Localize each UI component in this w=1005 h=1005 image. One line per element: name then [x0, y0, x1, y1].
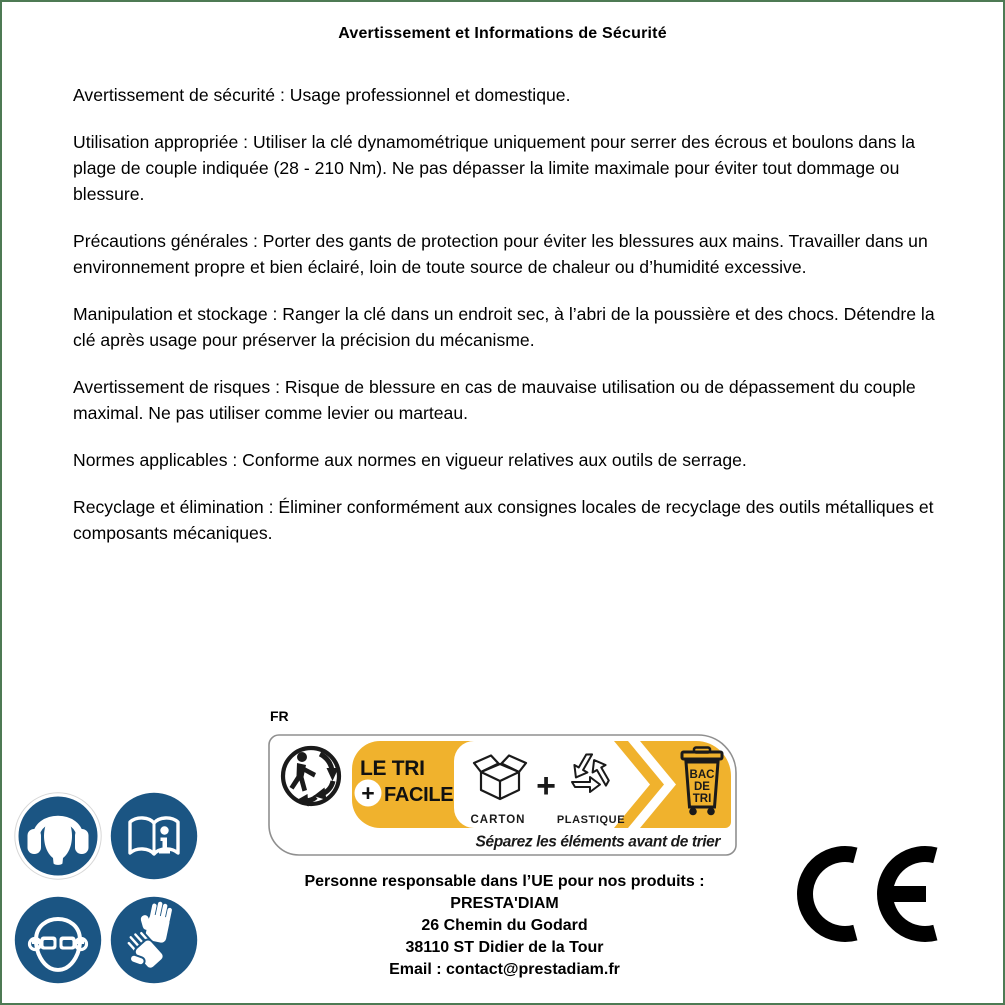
tri-headline-2: FACILE [384, 784, 454, 806]
bin-text-2: DE [694, 781, 710, 793]
contact-email-line: Email : contact@prestadiam.fr [389, 961, 620, 978]
address-line-1: 26 Chemin du Godard [421, 917, 588, 934]
address-line-2: 38110 ST Didier de la Tour [405, 939, 604, 956]
tri-headline-1: LE TRI [360, 757, 425, 780]
fr-country-label: FR [270, 708, 289, 724]
responsible-person-block [252, 871, 757, 981]
plus-sign: + [361, 780, 375, 806]
wear-eye-protection-icon [14, 896, 102, 984]
paragraph-safety-warning: Avertissement de sécurité : Usage professionnel et domestique. [73, 85, 571, 105]
read-manual-icon [110, 792, 198, 880]
paragraph-risk-warning: Avertissement de risques : Risque de blessure en cas de mauvaise utilisation ou de dépassement du couple maximal. Ne pas utiliser comme levier ou marteau. [73, 377, 916, 423]
mandatory-pictograms [14, 792, 198, 984]
wear-gloves-icon [110, 896, 198, 984]
responsible-line: Personne responsable dans l’UE pour nos produits : [304, 873, 705, 890]
safety-paragraphs [73, 82, 942, 567]
ce-marking-icon [797, 844, 947, 944]
paragraph-general-precautions: Précautions générales : Porter des gants de protection pour éviter les blessures aux mains. Travailler dans un environnement propre et bien éclairé, loin de toute source de chaleur ou d’humidité excessive. [73, 231, 928, 277]
paragraph-handling-storage: Manipulation et stockage : Ranger la clé dans un endroit sec, à l’abri de la poussière et des chocs. Détendre la clé après usage pour préserver la précision du mécanisme. [73, 304, 935, 350]
company-name: PRESTA'DIAM [450, 895, 559, 912]
wear-ear-protection-icon [14, 792, 102, 880]
page-title: Avertissement et Informations de Sécurité [338, 25, 667, 42]
bin-text-1: BAC [689, 769, 715, 781]
paragraph-standards: Normes applicables : Conforme aux normes en vigueur relatives aux outils de serrage. [73, 450, 747, 470]
materials-plus-sign: + [536, 767, 556, 805]
bin-text-3: TRI [692, 793, 712, 805]
paragraph-proper-use: Utilisation appropriée : Utiliser la clé dynamométrique uniquement pour serrer des écrous et boulons dans la plage de couple indiquée (28 - 210 Nm). Ne pas dépasser la limite maximale pour éviter tout dommage ou blessure. [73, 132, 916, 204]
recycling-sorting-label [268, 734, 738, 862]
paragraph-recycling: Recyclage et élimination : Éliminer conformément aux consignes locales de recyclage des outils métalliques et composants mécaniques. [73, 497, 934, 543]
banner-tagline: Séparez les éléments avant de trier [475, 833, 720, 851]
info-tri-banner-graphic [268, 734, 738, 857]
material-label-carton: CARTON [470, 814, 526, 826]
material-label-plastique: PLASTIQUE [556, 814, 626, 826]
